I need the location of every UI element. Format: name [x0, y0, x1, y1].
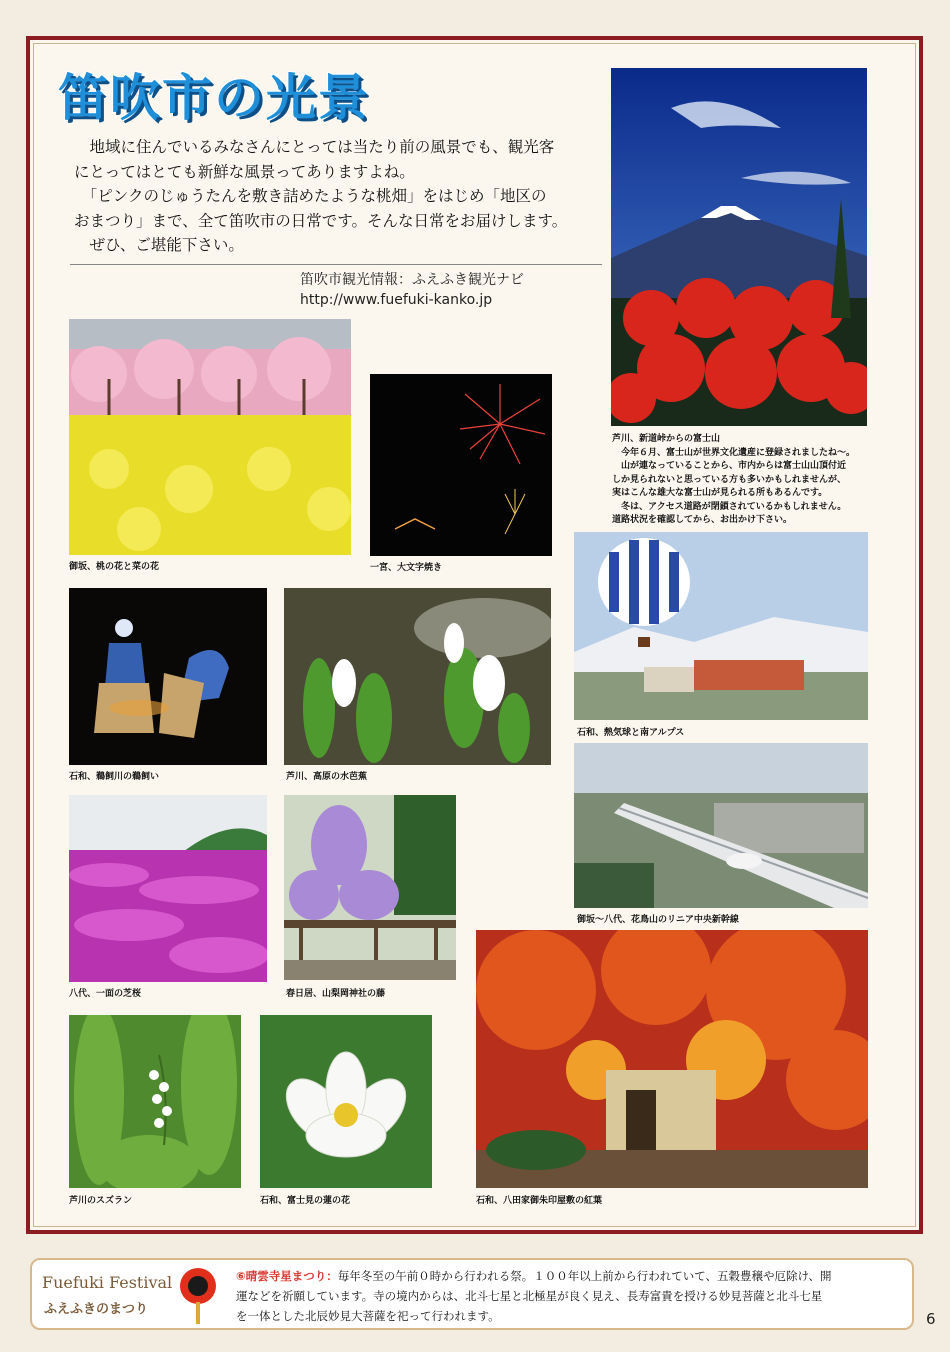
peach-caption: 御坂、桃の花と菜の花: [69, 562, 160, 572]
fuji-caption-line: 今年６月、富士山が世界文化遺産に登録されましたね〜。: [612, 447, 856, 458]
festival-box: [30, 1258, 914, 1330]
linear-photo: [574, 743, 868, 908]
fireworks-photo: [370, 374, 552, 556]
fuji-caption-line: しか見られないと思っている方も多いかもしれませんが、: [612, 474, 847, 485]
page-number: 6: [926, 1310, 936, 1328]
fireworks-caption: 一宮、大文字焼き: [370, 563, 443, 573]
intro-line: にとってはとても新鮮な風景ってありますよね。: [74, 162, 415, 181]
wisteria-caption: 春日居、山梨岡神社の藤: [286, 989, 386, 999]
source-url[interactable]: http://www.fuefuki-kanko.jp: [300, 292, 493, 308]
festival-line: 運などを祈願しています。寺の境内からは、北斗七星と北極星が良く見え、長寿富貴を授ける妙見菩薩と北斗七星: [236, 1289, 823, 1303]
lily-caption: 芦川のスズラン: [69, 1196, 133, 1206]
intro-line: 「ピンクのじゅうたんを敷き詰めたような桃畑」をはじめ「地区の: [74, 187, 547, 205]
skunk-cabbage-caption: 芦川、高原の水芭蕉: [286, 772, 368, 782]
festival-line-text: 毎年冬至の午前０時から行われる祭。１００年以上前から行われていて、五穀豊穣や厄除け、開: [337, 1269, 832, 1283]
balloon-photo: [574, 532, 868, 720]
moss-phlox-caption: 八代、一面の芝桜: [69, 989, 142, 999]
balloon-caption: 石和、熱気球と南アルプス: [577, 728, 685, 738]
maple-caption: 石和、八田家御朱印屋敷の紅葉: [476, 1196, 603, 1206]
intro-text: [74, 135, 594, 258]
festival-logo-en: Fuefuki Festival: [42, 1273, 173, 1292]
page-title: 笛吹市の光景: [58, 69, 370, 127]
divider: [70, 264, 602, 265]
fuji-photo: [611, 68, 867, 426]
fuji-caption-line: 山が連なっていることから、市内からは富士山山頂付近: [612, 461, 847, 471]
skunk-cabbage-photo: [284, 588, 551, 765]
intro-line: 地域に住んでいるみなさんにとっては当たり前の風景でも、観光客: [74, 138, 555, 156]
peach-photo: [69, 319, 351, 555]
festival-line: [236, 1266, 906, 1286]
source-label: 笛吹市観光情報：ふえふき観光ナビ: [300, 272, 524, 288]
fuji-caption-line: 冬は、アクセス道路が閉鎖されているかもしれません。: [612, 501, 847, 512]
lotus-caption: 石和、富士見の蓮の花: [260, 1196, 351, 1206]
intro-line: おまつり」まで、全て笛吹市の日常です。そんな日常をお届けします。: [74, 211, 568, 230]
fuji-caption-line: 道路状況を確認してから、お出かけ下さい。: [612, 515, 793, 525]
festival-logo-jp: ふえふきのまつり: [44, 1302, 149, 1317]
moss-phlox-photo: [69, 795, 267, 982]
maple-photo: [476, 930, 868, 1188]
source-info: [300, 270, 524, 310]
festival-line: を一体とした北辰妙見大菩薩を祀って行われます。: [236, 1309, 500, 1323]
wisteria-photo: [284, 795, 456, 980]
lily-photo: [69, 1015, 241, 1188]
lotus-photo: [260, 1015, 432, 1188]
fuji-caption-line: 実はこんな雄大な富士山が見られる所もあるんです。: [612, 488, 828, 498]
fuji-caption-title: 芦川、新道峠からの富士山: [612, 434, 721, 444]
festival-text: [236, 1266, 906, 1326]
festival-heading: ⑥晴雲寺星まつり：: [236, 1269, 338, 1283]
cormorant-caption: 石和、鵜飼川の鵜飼い: [69, 772, 160, 782]
fuji-caption: [612, 433, 882, 528]
linear-caption: 御坂〜八代、花鳥山のリニア中央新幹線: [577, 915, 739, 925]
intro-line: ぜひ、ご堪能下さい。: [74, 236, 244, 254]
festival-fan-icon: [176, 1266, 220, 1326]
cormorant-photo: [69, 588, 267, 765]
